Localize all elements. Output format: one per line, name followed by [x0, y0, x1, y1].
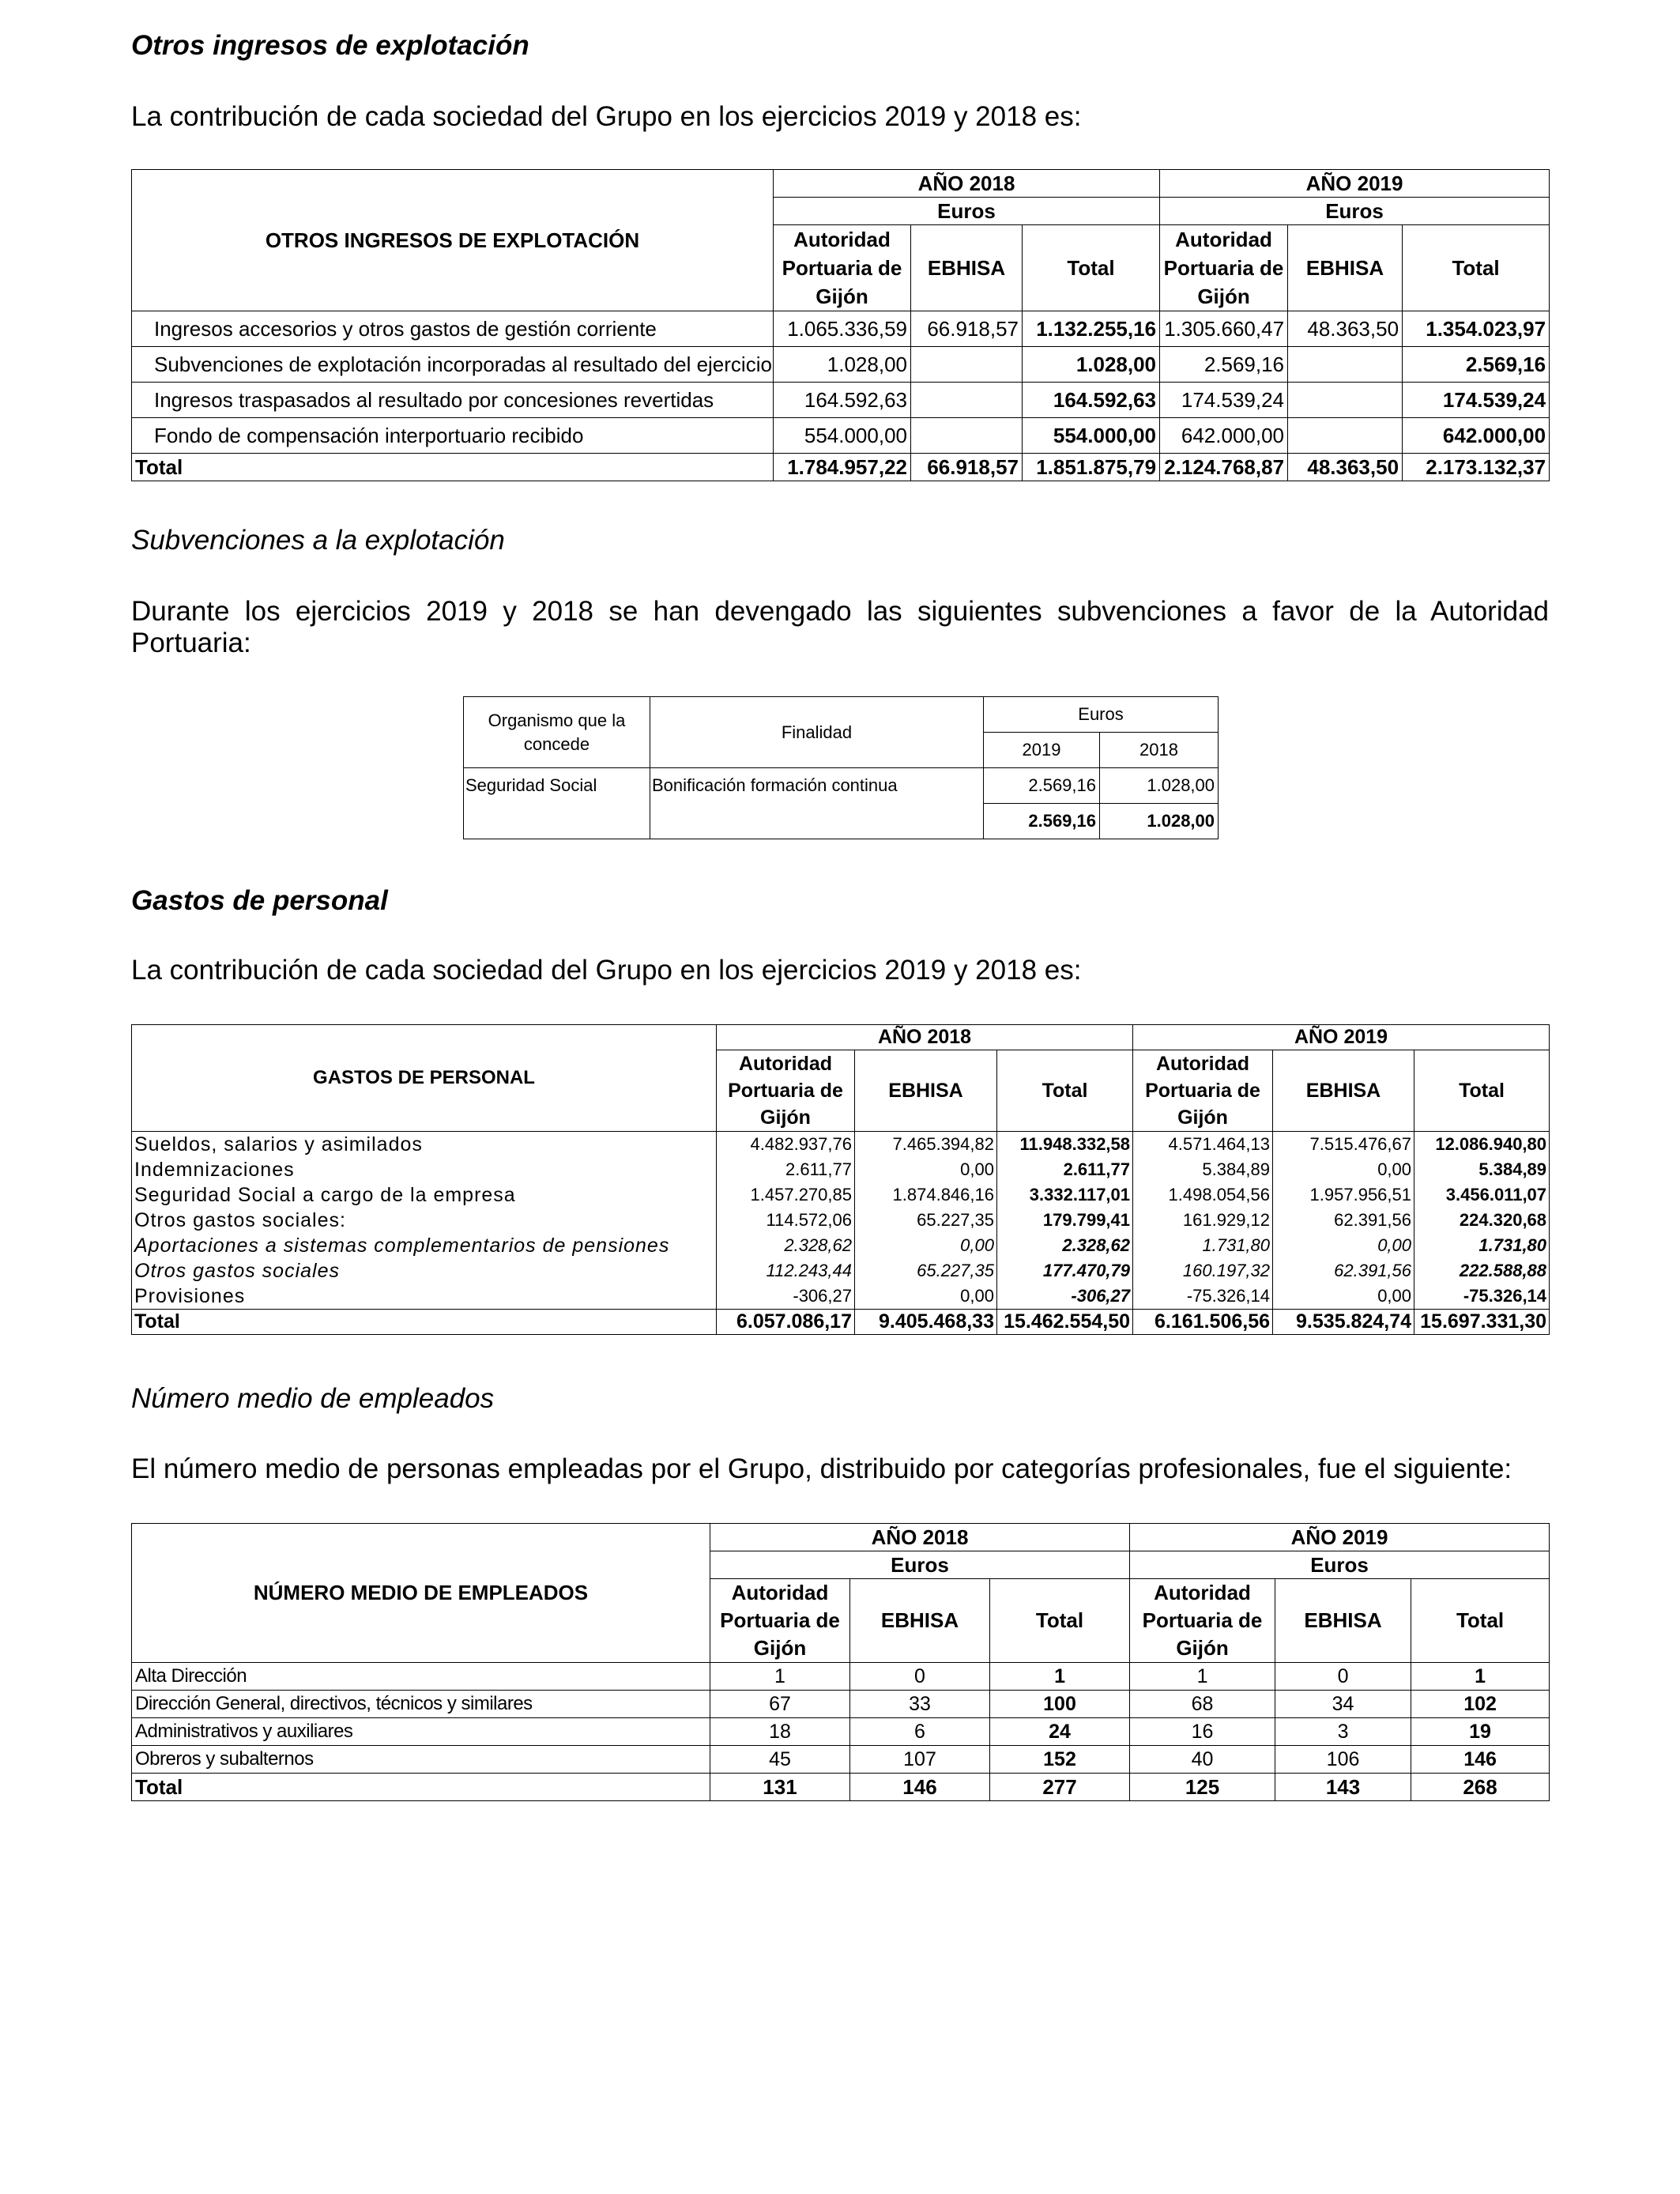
- cell: 2.173.132,37: [1403, 454, 1550, 481]
- cell: 2.124.768,87: [1160, 454, 1288, 481]
- cell-total: 1: [1411, 1663, 1550, 1691]
- row-label: Dirección General, directivos, técnicos y similares: [132, 1691, 710, 1718]
- row-label: Ingresos traspasados al resultado por concesiones revertidas: [132, 383, 774, 418]
- table-row: [132, 418, 1550, 454]
- cell-total: 174.539,24: [1403, 383, 1550, 418]
- row-label: Seguridad Social a cargo de la empresa: [132, 1182, 717, 1208]
- cell: 0,00: [1273, 1157, 1414, 1182]
- table-row: [464, 768, 1219, 804]
- cell: 1.065.336,59: [774, 311, 911, 347]
- total-label: Total: [132, 1774, 710, 1801]
- row-label: Otros gastos sociales: [132, 1258, 717, 1284]
- table-row: [132, 1157, 1550, 1182]
- cell: 34: [1275, 1691, 1411, 1718]
- cell: 15.462.554,50: [997, 1310, 1133, 1335]
- table-total-row: [132, 454, 1550, 481]
- row-label: Administrativos y auxiliares: [132, 1718, 710, 1746]
- col-header-ebhisa: EBHISA: [850, 1579, 990, 1663]
- cell: 174.539,24: [1160, 383, 1288, 418]
- col-header-apg: Autoridad Portuaria de Gijón: [710, 1579, 850, 1663]
- cell: 45: [710, 1746, 850, 1774]
- table-row: [132, 347, 1550, 383]
- cell-total: 1.731,80: [1414, 1233, 1550, 1258]
- year-header-2019: AÑO 2019: [1160, 170, 1550, 198]
- cell: 1.874.846,16: [855, 1182, 997, 1208]
- cell: 125: [1130, 1774, 1275, 1801]
- unit-header: Euros: [1160, 198, 1550, 225]
- cell: 7.515.476,67: [1273, 1132, 1414, 1158]
- row-label: Fondo de compensación interportuario recibido: [132, 418, 774, 454]
- col-header-apg: Autoridad Portuaria de Gijón: [774, 225, 911, 311]
- cell: 642.000,00: [1160, 418, 1288, 454]
- col-header-finalidad: Finalidad: [650, 697, 984, 768]
- col-header-total: Total: [1403, 225, 1550, 311]
- table-row: [132, 1233, 1550, 1258]
- section-intro-otros-ingresos: La contribución de cada sociedad del Grupo en los ejercicios 2019 y 2018 es:: [131, 101, 1082, 132]
- section-intro-gastos-personal: La contribución de cada sociedad del Grupo en los ejercicios 2019 y 2018 es:: [131, 955, 1082, 986]
- cell: 2.569,16: [984, 768, 1100, 804]
- cell-total: 146: [1411, 1746, 1550, 1774]
- cell: 1.731,80: [1133, 1233, 1273, 1258]
- cell: -75.326,14: [1133, 1284, 1273, 1310]
- cell: 2.328,62: [717, 1233, 855, 1258]
- cell: 9.405.468,33: [855, 1310, 997, 1335]
- cell: 0: [1275, 1663, 1411, 1691]
- empty-cell: [650, 804, 984, 839]
- year-header-2018: AÑO 2018: [774, 170, 1160, 198]
- cell-total: 19: [1411, 1718, 1550, 1746]
- empty-cell: [464, 804, 650, 839]
- cell: 18: [710, 1718, 850, 1746]
- cell: 0,00: [1273, 1233, 1414, 1258]
- col-header-apg: Autoridad Portuaria de Gijón: [1130, 1579, 1275, 1663]
- cell-total: 12.086.940,80: [1414, 1132, 1550, 1158]
- year-header-2018: AÑO 2018: [717, 1025, 1133, 1050]
- table-total-row: [464, 804, 1219, 839]
- row-label: Obreros y subalternos: [132, 1746, 710, 1774]
- section-title-numero-empleados: Número medio de empleados: [131, 1383, 495, 1414]
- table-row: [132, 1718, 1550, 1746]
- cell: 164.592,63: [774, 383, 911, 418]
- cell-finalidad: Bonificación formación continua: [650, 768, 984, 804]
- cell: 1: [1130, 1663, 1275, 1691]
- cell-total: 2.611,77: [997, 1157, 1133, 1182]
- table-numero-empleados: [131, 1523, 1550, 1801]
- cell-organismo: Seguridad Social: [464, 768, 650, 804]
- cell-total: 177.470,79: [997, 1258, 1133, 1284]
- cell-total: 2.328,62: [997, 1233, 1133, 1258]
- cell-total: 100: [990, 1691, 1130, 1718]
- row-header: OTROS INGRESOS DE EXPLOTACIÓN: [132, 170, 774, 311]
- col-header-total: Total: [1414, 1050, 1550, 1132]
- cell: 277: [990, 1774, 1130, 1801]
- cell: 16: [1130, 1718, 1275, 1746]
- col-header-apg: Autoridad Portuaria de Gijón: [717, 1050, 855, 1132]
- cell: 1.957.956,51: [1273, 1182, 1414, 1208]
- cell: 1.784.957,22: [774, 454, 911, 481]
- cell-total: 152: [990, 1746, 1130, 1774]
- cell: 0: [850, 1663, 990, 1691]
- col-header-total: Total: [1023, 225, 1160, 311]
- cell: 2.569,16: [1160, 347, 1288, 383]
- table-row: [132, 1208, 1550, 1233]
- cell-total: 1.354.023,97: [1403, 311, 1550, 347]
- cell: 33: [850, 1691, 990, 1718]
- cell: 0,00: [855, 1233, 997, 1258]
- cell: 66.918,57: [911, 311, 1023, 347]
- cell: 15.697.331,30: [1414, 1310, 1550, 1335]
- cell-total: 1: [990, 1663, 1130, 1691]
- cell-total: 554.000,00: [1023, 418, 1160, 454]
- cell: 112.243,44: [717, 1258, 855, 1284]
- table-row: [132, 1663, 1550, 1691]
- cell-total: 164.592,63: [1023, 383, 1160, 418]
- col-header-apg: Autoridad Portuaria de Gijón: [1133, 1050, 1273, 1132]
- cell: 5.384,89: [1133, 1157, 1273, 1182]
- cell: 65.227,35: [855, 1208, 997, 1233]
- col-header-ebhisa: EBHISA: [855, 1050, 997, 1132]
- cell: 0,00: [855, 1284, 997, 1310]
- unit-header: Euros: [1130, 1551, 1550, 1579]
- cell: 6.057.086,17: [717, 1310, 855, 1335]
- cell-total: -75.326,14: [1414, 1284, 1550, 1310]
- section-title-gastos-personal: Gastos de personal: [131, 885, 388, 916]
- col-header-ebhisa: EBHISA: [1273, 1050, 1414, 1132]
- cell: 1.457.270,85: [717, 1182, 855, 1208]
- cell: [1288, 347, 1403, 383]
- cell: 107: [850, 1746, 990, 1774]
- cell: 65.227,35: [855, 1258, 997, 1284]
- cell: 161.929,12: [1133, 1208, 1273, 1233]
- row-label: Ingresos accesorios y otros gastos de gestión corriente: [132, 311, 774, 347]
- cell: 4.482.937,76: [717, 1132, 855, 1158]
- cell: 0,00: [1273, 1284, 1414, 1310]
- cell: [911, 418, 1023, 454]
- table-row: [132, 1132, 1550, 1158]
- row-label: Indemnizaciones: [132, 1157, 717, 1182]
- row-label: Alta Dirección: [132, 1663, 710, 1691]
- cell: 1.851.875,79: [1023, 454, 1160, 481]
- cell-total: 102: [1411, 1691, 1550, 1718]
- cell-total: -306,27: [997, 1284, 1133, 1310]
- col-header-ebhisa: EBHISA: [911, 225, 1023, 311]
- cell: 3: [1275, 1718, 1411, 1746]
- cell: 6.161.506,56: [1133, 1310, 1273, 1335]
- cell: 131: [710, 1774, 850, 1801]
- unit-header: Euros: [774, 198, 1160, 225]
- cell: 2.569,16: [984, 804, 1100, 839]
- cell: 6: [850, 1718, 990, 1746]
- cell: 143: [1275, 1774, 1411, 1801]
- cell: 67: [710, 1691, 850, 1718]
- cell: 160.197,32: [1133, 1258, 1273, 1284]
- year-header-2019: AÑO 2019: [1133, 1025, 1550, 1050]
- cell: 1.305.660,47: [1160, 311, 1288, 347]
- col-header-total: Total: [1411, 1579, 1550, 1663]
- cell: 114.572,06: [717, 1208, 855, 1233]
- cell: 40: [1130, 1746, 1275, 1774]
- cell: 554.000,00: [774, 418, 911, 454]
- table-row: [132, 1284, 1550, 1310]
- col-header-2019: 2019: [984, 733, 1100, 768]
- cell: 9.535.824,74: [1273, 1310, 1414, 1335]
- cell: 1.028,00: [1100, 768, 1219, 804]
- table-subvenciones: [463, 696, 1219, 839]
- cell-total: 3.332.117,01: [997, 1182, 1133, 1208]
- cell: 48.363,50: [1288, 454, 1403, 481]
- total-label: Total: [132, 1310, 717, 1335]
- col-header-apg: Autoridad Portuaria de Gijón: [1160, 225, 1288, 311]
- cell-total: 11.948.332,58: [997, 1132, 1133, 1158]
- total-label: Total: [132, 454, 774, 481]
- cell: 48.363,50: [1288, 311, 1403, 347]
- cell: [911, 383, 1023, 418]
- table-total-row: [132, 1310, 1550, 1335]
- year-header-2018: AÑO 2018: [710, 1524, 1130, 1551]
- cell-total: 24: [990, 1718, 1130, 1746]
- cell-total: 2.569,16: [1403, 347, 1550, 383]
- cell: [1288, 418, 1403, 454]
- cell: 0,00: [855, 1157, 997, 1182]
- cell-total: 5.384,89: [1414, 1157, 1550, 1182]
- cell-total: 1.132.255,16: [1023, 311, 1160, 347]
- col-header-total: Total: [990, 1579, 1130, 1663]
- cell: 7.465.394,82: [855, 1132, 997, 1158]
- cell-total: 224.320,68: [1414, 1208, 1550, 1233]
- row-header: GASTOS DE PERSONAL: [132, 1025, 717, 1132]
- cell: 1.028,00: [1100, 804, 1219, 839]
- cell: 68: [1130, 1691, 1275, 1718]
- cell-total: 3.456.011,07: [1414, 1182, 1550, 1208]
- section-title-otros-ingresos: Otros ingresos de explotación: [131, 30, 529, 61]
- table-row: [132, 1691, 1550, 1718]
- cell: 62.391,56: [1273, 1258, 1414, 1284]
- table-total-row: [132, 1774, 1550, 1801]
- col-header-ebhisa: EBHISA: [1275, 1579, 1411, 1663]
- table-row: [132, 1258, 1550, 1284]
- section-title-subvenciones: Subvenciones a la explotación: [131, 525, 505, 556]
- table-gastos-personal: [131, 1024, 1550, 1335]
- cell: 146: [850, 1774, 990, 1801]
- cell: 66.918,57: [911, 454, 1023, 481]
- section-intro-numero-empleados: El número medio de personas empleadas por el Grupo, distribuido por categorías profesionales, fue el siguiente:: [131, 1453, 1512, 1484]
- col-header-organismo: Organismo que la concede: [464, 697, 650, 768]
- cell: 62.391,56: [1273, 1208, 1414, 1233]
- table-row: [132, 1746, 1550, 1774]
- table-otros-ingresos: [131, 169, 1550, 481]
- cell-total: 222.588,88: [1414, 1258, 1550, 1284]
- cell: -306,27: [717, 1284, 855, 1310]
- cell: 1.498.054,56: [1133, 1182, 1273, 1208]
- table-row: [132, 383, 1550, 418]
- unit-header: Euros: [984, 697, 1219, 733]
- cell-total: 179.799,41: [997, 1208, 1133, 1233]
- cell: 1.028,00: [774, 347, 911, 383]
- cell-total: 1.028,00: [1023, 347, 1160, 383]
- row-label: Otros gastos sociales:: [132, 1208, 717, 1233]
- cell: 1: [710, 1663, 850, 1691]
- cell: 106: [1275, 1746, 1411, 1774]
- col-header-2018: 2018: [1100, 733, 1219, 768]
- row-label: Aportaciones a sistemas complementarios de pensiones: [132, 1233, 717, 1258]
- cell: 268: [1411, 1774, 1550, 1801]
- cell: 4.571.464,13: [1133, 1132, 1273, 1158]
- cell: [1288, 383, 1403, 418]
- row-label: Sueldos, salarios y asimilados: [132, 1132, 717, 1158]
- section-intro-subvenciones: Durante los ejercicios 2019 y 2018 se han devengado las siguientes subvenciones a favor de la Autoridad Portuaria:: [131, 596, 1549, 658]
- cell: 2.611,77: [717, 1157, 855, 1182]
- cell-total: 642.000,00: [1403, 418, 1550, 454]
- row-label: Provisiones: [132, 1284, 717, 1310]
- row-header: NÚMERO MEDIO DE EMPLEADOS: [132, 1524, 710, 1663]
- table-row: [132, 1182, 1550, 1208]
- row-label: Subvenciones de explotación incorporadas al resultado del ejercicio: [132, 347, 774, 383]
- col-header-ebhisa: EBHISA: [1288, 225, 1403, 311]
- unit-header: Euros: [710, 1551, 1130, 1579]
- year-header-2019: AÑO 2019: [1130, 1524, 1550, 1551]
- col-header-total: Total: [997, 1050, 1133, 1132]
- table-row: [132, 311, 1550, 347]
- cell: [911, 347, 1023, 383]
